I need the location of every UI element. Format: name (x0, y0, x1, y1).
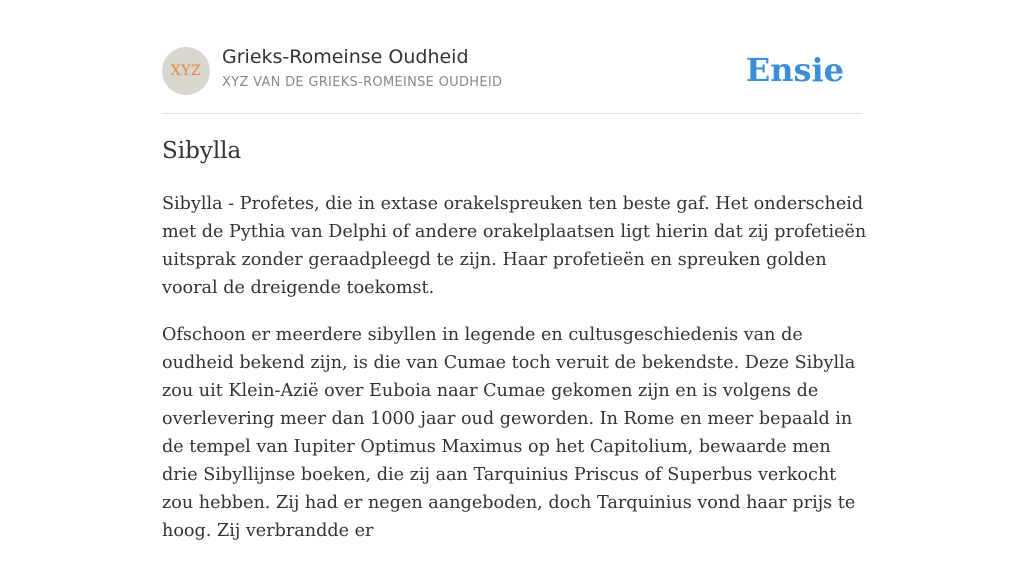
source-title[interactable]: Grieks-Romeinse Oudheid (222, 46, 469, 68)
article-title: Sibylla (162, 138, 242, 164)
avatar[interactable] (162, 47, 210, 95)
source-header (162, 46, 862, 96)
divider (162, 113, 862, 114)
brand-logo[interactable]: Ensie (745, 51, 844, 89)
article-body (162, 190, 867, 564)
source-subtitle: XYZ VAN DE GRIEKS-ROMEINSE OUDHEID (222, 75, 503, 90)
avatar-text: XYZ (170, 63, 202, 79)
article-paragraph: Ofschoon er meerdere sibyllen in legende en cultusgeschiedenis van de oudheid bekend zijn, is die van Cumae toch veruit de bekendste. Deze Sibylla zou uit Klein-Azië over Euboia naar Cumae gekomen zijn en is volgens de overlevering meer dan 1000 jaar oud geworden. In Rome en meer bepaald in de tempel van Iupiter Optimus Maximus op het Capitolium, bewaarde men drie Sibyllijnse boeken, die zij aan Tarquinius Priscus of Superbus verkocht zou hebben. Zij had er negen aangeboden, doch Tarquinius vond haar prijs te hoog. Zij verbrandde er (162, 325, 856, 541)
article-paragraph: Sibylla - Profetes, die in extase orakelspreuken ten beste gaf. Het onderscheid met de Pythia van Delphi of andere orakelplaatsen ligt hierin dat zij profetieën uitsprak zonder geraadpleegd te zijn. Haar profetieën en spreuken golden vooral de dreigende toekomst. (162, 194, 867, 298)
